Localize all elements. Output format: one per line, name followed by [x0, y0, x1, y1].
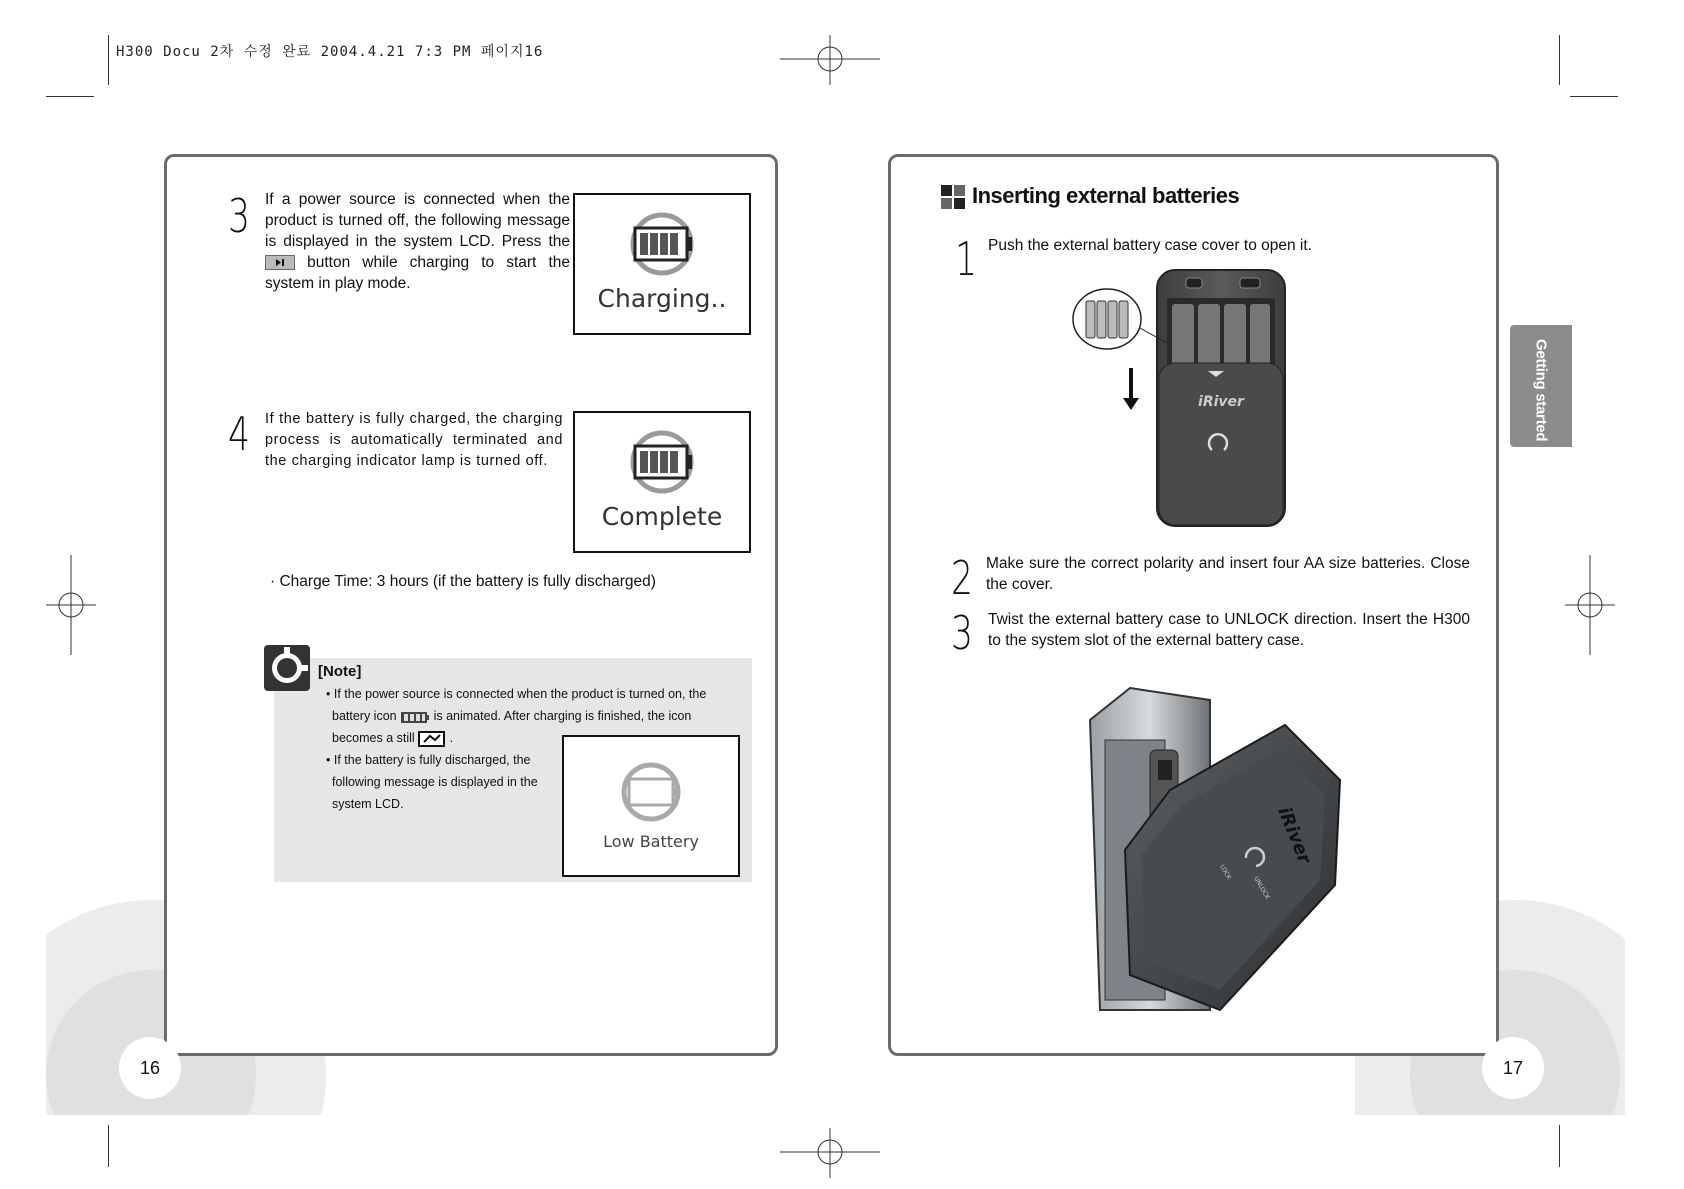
crop-mark: [1559, 35, 1560, 85]
battery-case-open-illustration: [1068, 268, 1288, 528]
print-header: H300 Docu 2차 수정 완료 2004.4.21 7:3 PM 페이지16: [116, 44, 544, 60]
note-bullet-1c: [332, 727, 453, 749]
lcd-charging-display: [573, 193, 751, 335]
battery-icon: [622, 209, 702, 279]
note-bullet-2c: system LCD.: [332, 797, 404, 811]
case-brand-label: iRiver: [1198, 394, 1244, 410]
registration-mark-top: [780, 35, 880, 85]
lcd-low-battery-display: [562, 735, 740, 877]
section-title: Inserting external batteries: [972, 183, 1240, 208]
charge-time-text: · Charge Time: 3 hours (if the battery is fully discharged): [270, 573, 656, 590]
crop-mark: [1559, 1125, 1560, 1167]
battery-full-icon: [622, 427, 702, 497]
note-bullet-2a: • If the battery is fully discharged, the: [326, 753, 531, 767]
battery-small-icon: [400, 709, 433, 723]
note-title: [Note]: [318, 663, 362, 680]
step-3-number: 3: [228, 189, 250, 243]
crop-mark: [1570, 96, 1618, 97]
note-bullet-1a: • If the power source is connected when the product is turned on, the: [326, 687, 707, 701]
side-tab-label: Getting started: [1532, 339, 1550, 442]
right-step-2-text: Make sure the correct polarity and insert four AA size batteries. Close the cover.: [986, 555, 1470, 593]
note-text: battery icon: [332, 709, 397, 723]
note-text: becomes a still: [332, 731, 415, 745]
registration-mark-left: [46, 555, 96, 655]
right-step-1-text: Push the external battery case cover to open it.: [988, 237, 1312, 254]
right-step-3-number: 3: [951, 606, 973, 660]
registration-mark-bottom: [780, 1128, 880, 1178]
side-tab-getting-started[interactable]: [1510, 325, 1572, 447]
note-icon: [264, 645, 312, 693]
crop-mark: [108, 1125, 109, 1167]
note-bullet-1b: [332, 705, 691, 727]
note-text: .: [449, 731, 454, 745]
section-bullet-icon: [941, 185, 965, 209]
lock-label: LOCK: [1218, 863, 1233, 881]
still-icon: [418, 731, 449, 745]
play-pause-button-icon: [265, 255, 295, 270]
note-bullet-2b: following message is displayed in the: [332, 775, 538, 789]
crop-mark: [108, 35, 109, 85]
lcd-complete-label: Complete: [601, 502, 723, 531]
right-step-1-number: 1: [955, 232, 977, 286]
step-4-number: 4: [228, 407, 250, 461]
page-number-right: 17: [1482, 1037, 1544, 1099]
lcd-charging-label: Charging..: [597, 284, 727, 313]
right-step-2-number: 2: [951, 551, 973, 605]
page-number-left: 16: [119, 1037, 181, 1099]
battery-case-twist-illustration: [1070, 680, 1350, 1015]
note-text: is animated. After charging is finished, the icon: [433, 709, 692, 723]
lcd-complete-display: [573, 411, 751, 553]
step-3-text-a: If a power source is connected when the product is turned off, the following message is displayed in the system LCD. Press the: [265, 191, 570, 250]
step-3-text: [265, 189, 570, 294]
crop-mark: [46, 96, 94, 97]
low-battery-icon: [611, 757, 691, 827]
right-step-3-text: Twist the external battery case to UNLOCK direction. Insert the H300 to the system slot of the external battery case.: [988, 611, 1470, 649]
lcd-low-battery-label: Low Battery: [603, 832, 699, 851]
registration-mark-right: [1565, 555, 1615, 655]
step-3-text-b: button while charging to start the system in play mode.: [265, 254, 570, 292]
unlock-label: UNLOCK: [1252, 875, 1271, 901]
case-brand-label-2: iRiver: [1273, 804, 1315, 867]
step-4-text: If the battery is fully charged, the charging process is automatically terminated and the charging indicator lamp is turned off.: [265, 411, 563, 469]
